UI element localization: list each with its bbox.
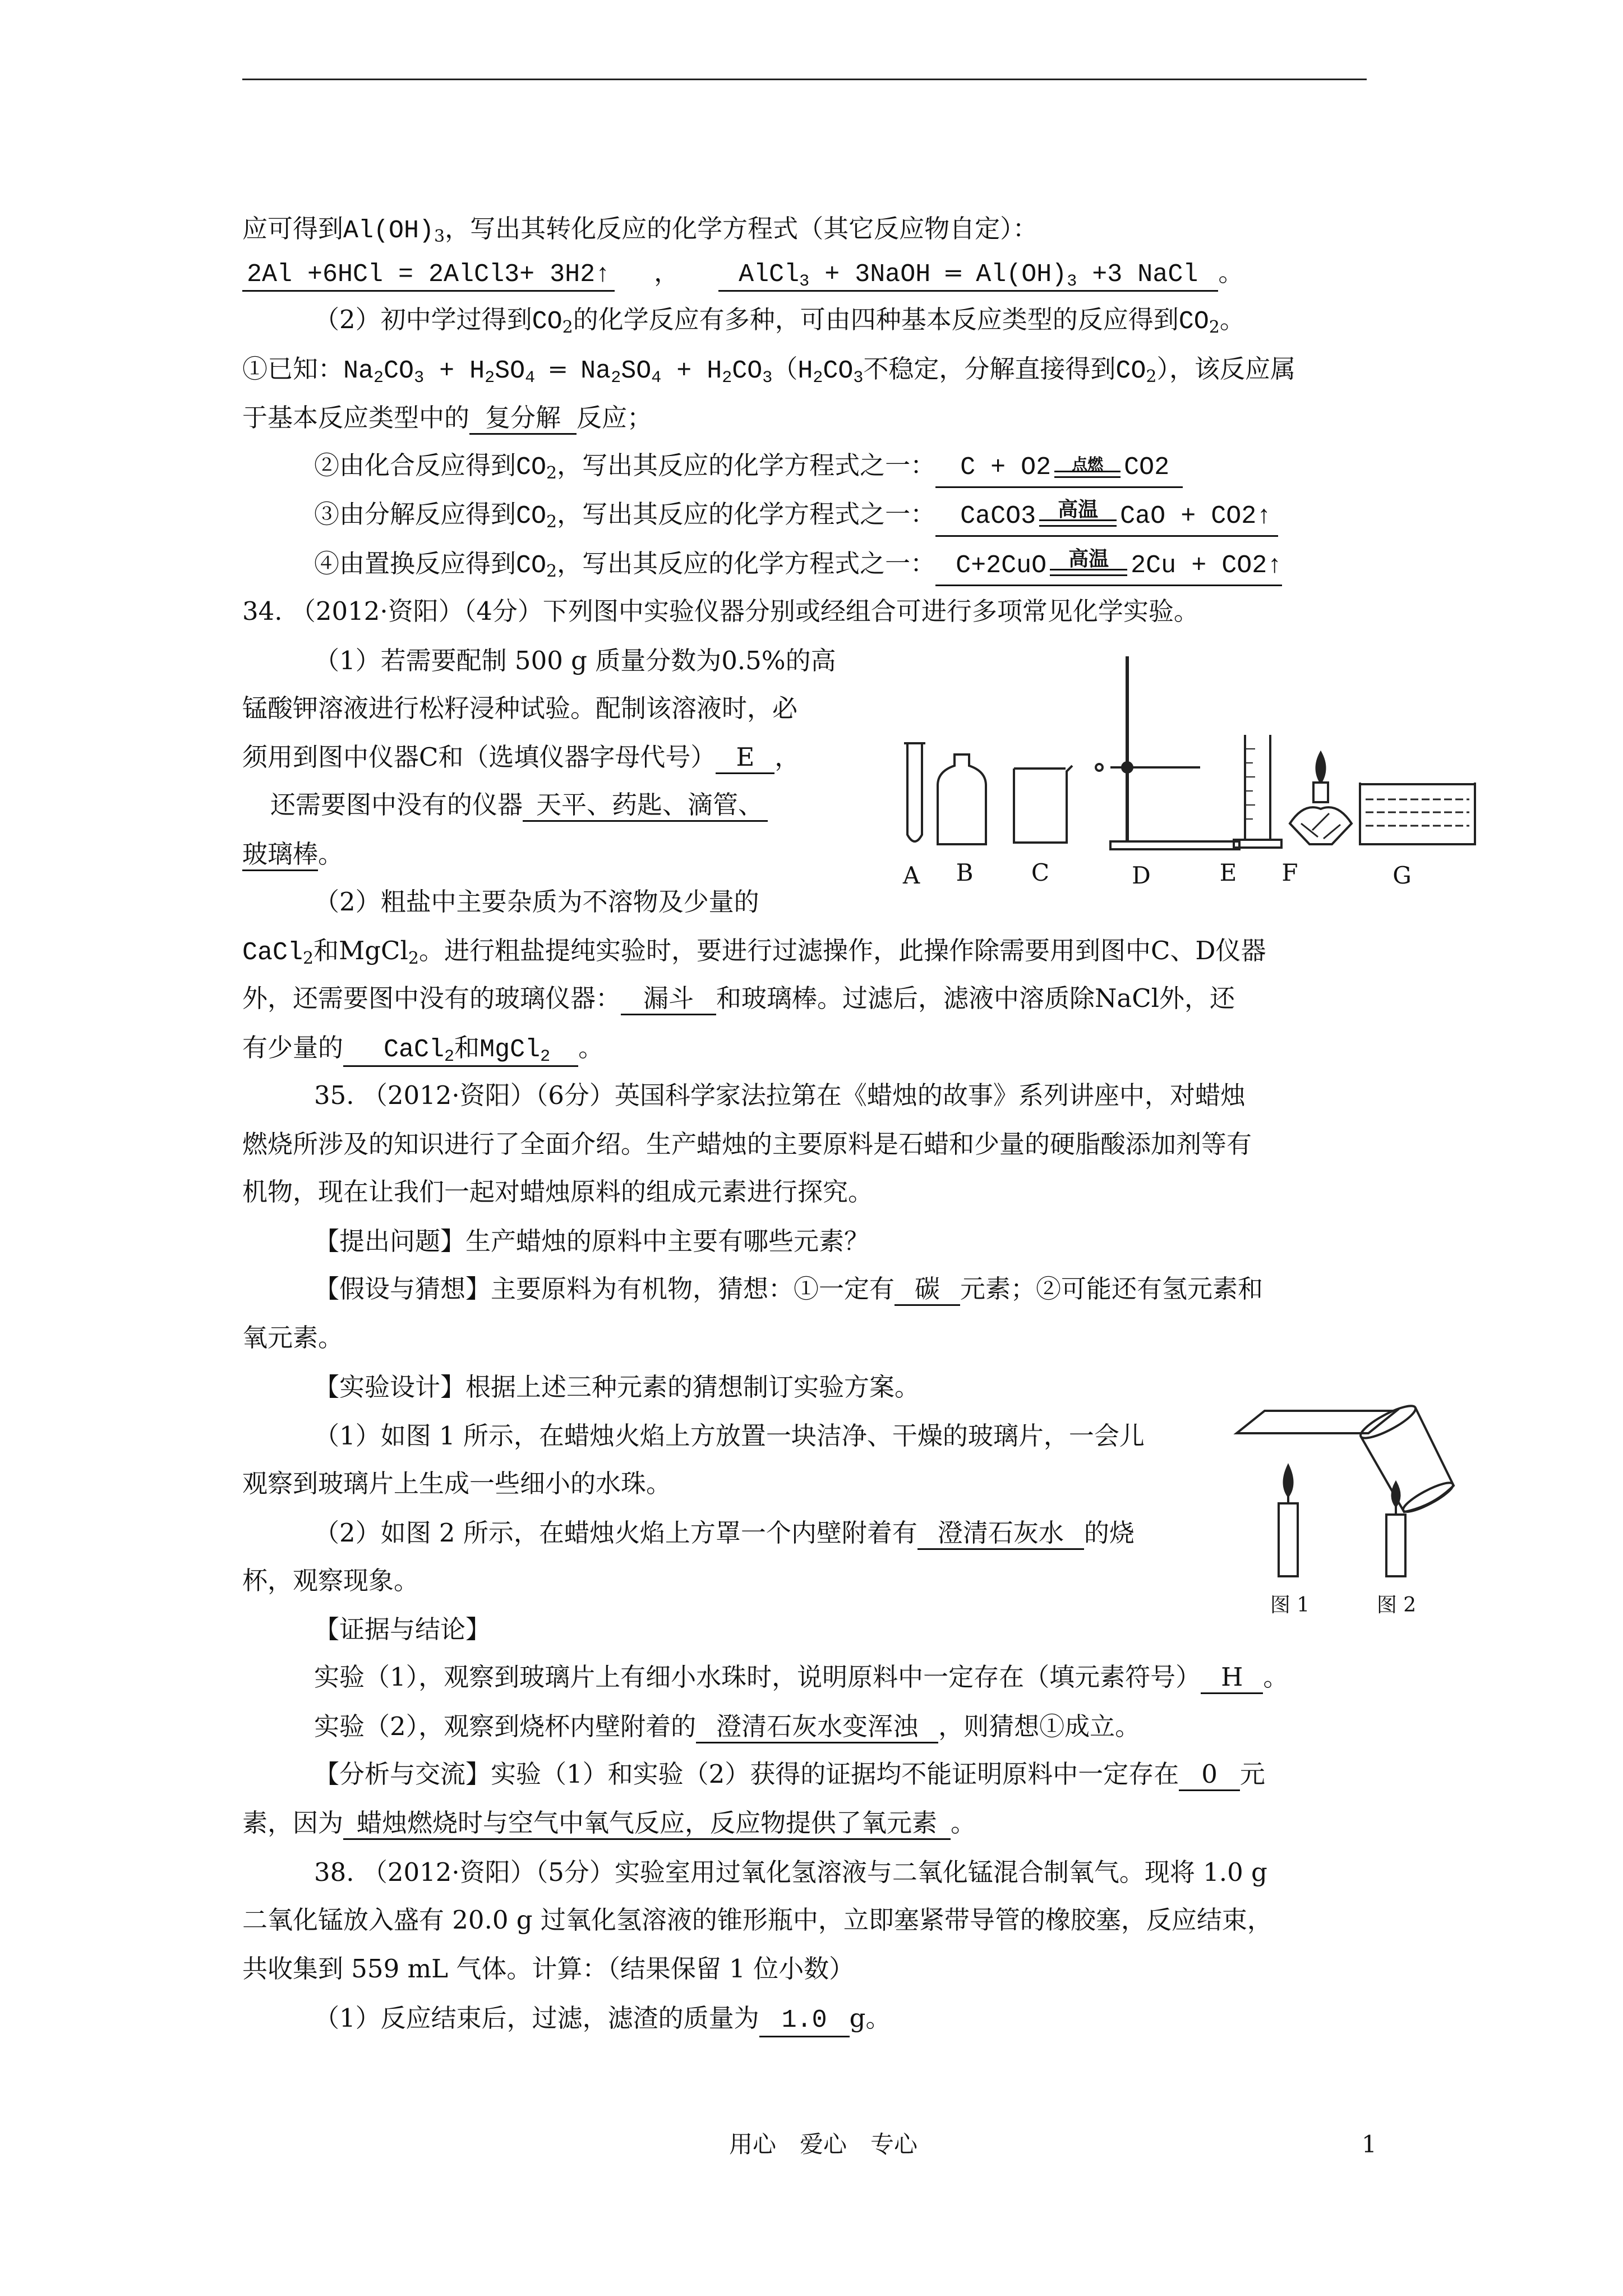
line-30: 【证据与结论】: [314, 1614, 491, 1644]
answer-blank: 0: [1179, 1759, 1240, 1791]
answer-equation-displacement: C+2CuO 高温 2Cu + CO2↑: [935, 551, 1282, 586]
line-26: （1）如图 1 所示，在蜡烛火焰上方放置一块洁净、干燥的玻璃片，一会儿: [314, 1421, 1145, 1451]
line-12: 须用到图中仪器C和（选填仪器字母代号） E ，: [242, 740, 800, 774]
figure-caption: 图 2: [1376, 1594, 1417, 1617]
question-35-title: 35. （2012·资阳）（6分）英国科学家法拉第在《蜡烛的故事》系列讲座中，对蜡烛: [314, 1080, 1246, 1110]
footer-motto: 用心 爱心 专心: [729, 2131, 918, 2158]
line-5: 于基本反应类型中的 复分解 反应；: [242, 401, 652, 435]
answer-equation-decomposition: CaCO3 高温 CaO + CO2↑: [935, 501, 1278, 537]
line-11: 锰酸钾溶液进行松籽浸种试验。配制该溶液时，必: [242, 693, 798, 723]
candle-icon: [1386, 1515, 1405, 1576]
candle-figure: [1206, 1400, 1464, 1635]
iron-stand-icon: [1110, 841, 1239, 849]
line-6: ②由化合反应得到$CO_2$，写出其反应的化学方程式之一： C + O2 点燃 CO2: [314, 449, 1183, 488]
header-rule: [242, 79, 1367, 80]
answer-blank: 蜡烛燃烧时与空气中氧气反应，反应物提供了氧元素: [343, 1808, 951, 1840]
condition-arrow: 点燃: [1051, 453, 1124, 486]
figure-label: B: [956, 859, 974, 886]
water-trough-icon: [1360, 783, 1475, 844]
answer-equation-2: AlCl$_3$ + 3NaOH ═ $Al(OH)_3 +3$ NaCl: [718, 260, 1218, 292]
answer-blank: CaCl$_2$和MgCl$_2$: [343, 1035, 578, 1067]
candle-icon: [1279, 1503, 1298, 1576]
text: 。: [1218, 260, 1244, 289]
answer-blank: 复分解: [469, 403, 577, 435]
answer-blank: 玻璃棒: [242, 839, 318, 871]
test-tube-icon: [907, 743, 922, 841]
line-27: 观察到玻璃片上生成一些细小的水珠。: [242, 1469, 672, 1498]
line-1: [242, 212, 1038, 248]
answer-equation-combination: C + O2 点燃 CO2: [935, 453, 1183, 488]
answer-blank: H: [1201, 1662, 1263, 1694]
line-24: 氧元素。: [242, 1323, 344, 1352]
line-29: 杯，观察现象。: [242, 1566, 419, 1595]
alcohol-lamp-icon: [1290, 807, 1352, 844]
condition-arrow: 高温: [1036, 501, 1120, 535]
line-7: ③由分解反应得到$CO_2$，写出其反应的化学方程式之一： CaCO3 高温 CaO + CO2↑: [314, 498, 1278, 537]
measuring-cylinder-icon: [1245, 735, 1270, 840]
line-36: 二氧化锰放入盛有 20.0 g 过氧化氢溶液的锥形瓶中，立即塞紧带导管的橡胶塞，反应结束，: [242, 1905, 1272, 1935]
subscript: 3: [434, 227, 445, 246]
figure-label: D: [1132, 862, 1151, 889]
line-2: [242, 258, 1243, 292]
line-15: （2）粗盐中主要杂质为不溶物及少量的: [314, 887, 759, 917]
answer-blank: 澄清石灰水变浑浊: [696, 1711, 938, 1743]
apparatus-figure: [886, 645, 1497, 898]
text: ，写出其转化反应的化学方程式（其它反应物自定）：: [445, 214, 1038, 243]
line-18: 有少量的 CaCl$_2$和MgCl$_2$ 。: [242, 1033, 604, 1066]
line-17: 外，还需要图中没有的玻璃仪器： 漏斗 和玻璃棒。过滤后，滤液中溶质除NaCl外，还: [242, 982, 1235, 1015]
line-22: 【提出问题】生产蜡烛的原料中主要有哪些元素？: [314, 1226, 870, 1256]
line-33: 【分析与交流】实验（1）和实验（2）获得的证据均不能证明原料中一定存在 0 元: [314, 1757, 1265, 1791]
line-38: （1）反应结束后，过滤，滤渣的质量为 1.0 g。: [314, 2001, 891, 2037]
answer-blank: 碳: [895, 1274, 960, 1306]
beaker-icon: [1357, 1401, 1459, 1518]
line-32: 实验（2），观察到烧杯内壁附着的 澄清石灰水变浑浊 ，则猜想①成立。: [314, 1710, 1140, 1743]
line-10: （1）若需要配制 500 g 质量分数为0.5%的高: [314, 646, 836, 675]
figure-label: A: [902, 862, 920, 889]
reagent-bottle-icon: [938, 754, 986, 844]
answer-blank: E: [716, 742, 774, 774]
answer-equation-1: 2Al +6HCl = 2AlCl3+ 3H2↑: [242, 260, 615, 292]
line-8: ④由置换反应得到$CO_2$，写出其反应的化学方程式之一： C+2CuO 高温 2Cu + CO2↑: [314, 547, 1282, 586]
question-38-title: 38. （2012·资阳）（5分）实验室用过氧化氢溶液与二氧化锰混合制氧气。现将 1.0 g: [314, 1857, 1267, 1887]
figure-label: C: [1031, 859, 1050, 886]
answer-blank: 澄清石灰水: [917, 1518, 1084, 1550]
beaker-icon: [1014, 766, 1072, 843]
text: 应可得到: [242, 214, 344, 243]
line-28: （2）如图 2 所示，在蜡烛火焰上方罩一个内壁附着有 澄清石灰水 的烧: [314, 1516, 1135, 1550]
question-34-title: 34. （2012·资阳）（4分）下列图中实验仪器分别或经组合可进行多项常见化学实验。: [242, 596, 1199, 626]
line-25: 【实验设计】根据上述三种元素的猜想制订实验方案。: [314, 1372, 920, 1402]
line-3: （2）初中学过得到$CO_2$的化学反应有多种，可由四种基本反应类型的反应得到$CO_2$。: [314, 305, 1245, 337]
figure-label: G: [1393, 862, 1412, 889]
line-23: 【假设与猜想】主要原料为有机物，猜想：①一定有 碳 元素；②可能还有氢元素和: [314, 1272, 1263, 1306]
line-37: 共收集到 559 mL 气体。计算：（结果保留 1 位小数）: [242, 1954, 855, 1984]
answer-blank: 漏斗: [621, 983, 716, 1015]
page-number: 1: [1362, 2131, 1377, 2158]
text: ，: [654, 260, 680, 289]
line-13: 还需要图中没有的仪器 天平、药匙、滴管、: [270, 788, 768, 822]
figure-caption: 图 1: [1270, 1594, 1310, 1617]
line-4: ①已知：$Na_2CO_3 + H_2SO_4$ ═ $Na_2SO_4 + H_2CO_3(H_2CO_3$不稳定，分解直接得到$CO_2$），该反应属: [242, 354, 1296, 388]
formula: Al(OH): [343, 217, 435, 245]
answer-blank: 1.0: [759, 2005, 850, 2037]
figure-label: E: [1219, 859, 1237, 886]
figure-label: F: [1281, 859, 1298, 886]
condition-arrow: 高温: [1046, 551, 1131, 585]
line-20: 燃烧所涉及的知识进行了全面介绍。生产蜡烛的主要原料是石蜡和少量的硬脂酸添加剂等有: [242, 1129, 1252, 1159]
line-16: CaCl$_2$和MgCl$_2$。进行粗盐提纯实验时，要进行过滤操作，此操作除需要用到图中C、D仪器: [242, 936, 1266, 968]
line-21: 机物，现在让我们一起对蜡烛原料的组成元素进行探究。: [242, 1177, 874, 1207]
line-31: 实验（1），观察到玻璃片上有细小水珠时，说明原料中一定存在（填元素符号） H 。: [314, 1660, 1288, 1694]
line-34: 素，因为 蜡烛燃烧时与空气中氧气反应，反应物提供了氧元素 。: [242, 1806, 976, 1840]
line-14: 玻璃棒。: [242, 838, 343, 871]
answer-blank: 天平、药匙、滴管、: [523, 790, 768, 822]
